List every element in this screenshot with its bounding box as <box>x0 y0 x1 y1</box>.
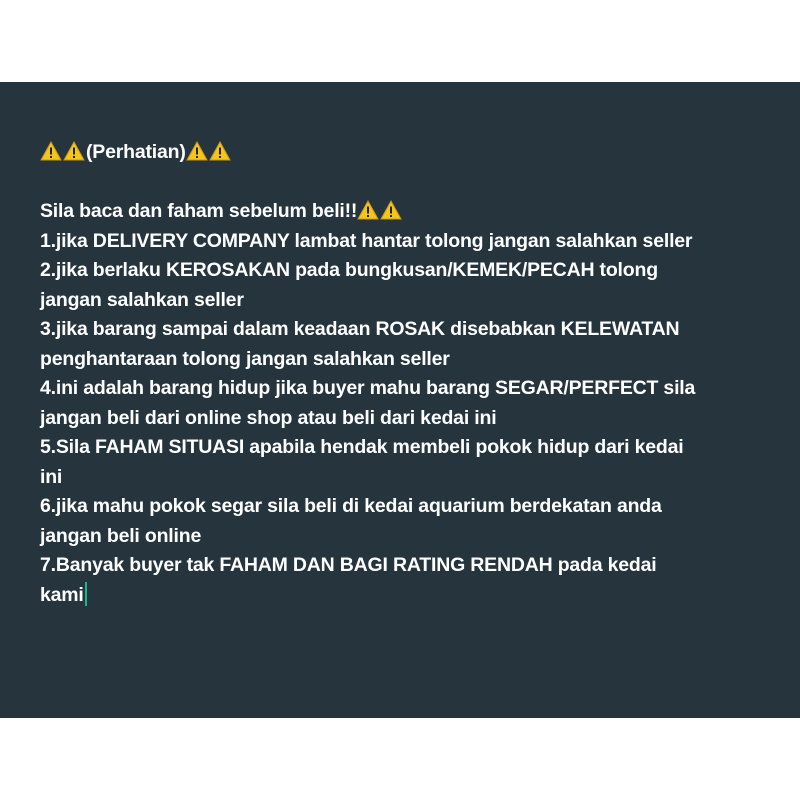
rule-line-7a: 7.Banyak buyer tak FAHAM DAN BAGI RATING RENDAH pada kedai <box>40 554 657 576</box>
rule-line-3b: penghantaraan tolong jangan salahkan seller <box>40 347 450 370</box>
note-editor[interactable] <box>0 82 800 718</box>
rule-line-1: 1.jika DELIVERY COMPANY lambat hantar tolong jangan salahkan seller <box>40 229 693 252</box>
rule-line-4b: jangan beli dari online shop atau beli dari kedai ini <box>40 406 497 429</box>
warning-icon <box>357 200 379 220</box>
rule-line-7b-text: kami <box>40 583 84 606</box>
warning-icon <box>209 141 231 161</box>
warning-icon <box>380 200 402 220</box>
intro-text: Sila baca dan faham sebelum beli!! <box>40 200 358 222</box>
note-text[interactable] <box>40 138 780 610</box>
rule-line-2a: 2.jika berlaku KEROSAKAN pada bungkusan/KEMEK/PECAH tolong <box>40 259 658 281</box>
rule-line-2b: jangan salahkan seller <box>40 288 244 311</box>
warning-icon <box>40 141 62 161</box>
title-text: (Perhatian) <box>86 141 186 163</box>
rule-line-6b: jangan beli online <box>40 524 202 547</box>
rule-line-7b <box>40 581 780 611</box>
warning-icon <box>186 141 208 161</box>
rule-line-4a: 4.ini adalah barang hidup jika buyer mahu barang SEGAR/PERFECT sila <box>40 377 696 399</box>
warning-icon <box>63 141 85 161</box>
text-cursor <box>85 582 87 606</box>
rule-line-6a: 6.jika mahu pokok segar sila beli di kedai aquarium berdekatan anda <box>40 495 662 517</box>
intro-line <box>40 197 780 227</box>
title-line <box>40 138 780 168</box>
blank-line <box>40 168 780 198</box>
rule-line-5a: 5.Sila FAHAM SITUASI apabila hendak membeli pokok hidup dari kedai <box>40 436 684 458</box>
rule-line-5b: ini <box>40 465 63 488</box>
rule-line-3a: 3.jika barang sampai dalam keadaan ROSAK disebabkan KELEWATAN <box>40 318 680 340</box>
